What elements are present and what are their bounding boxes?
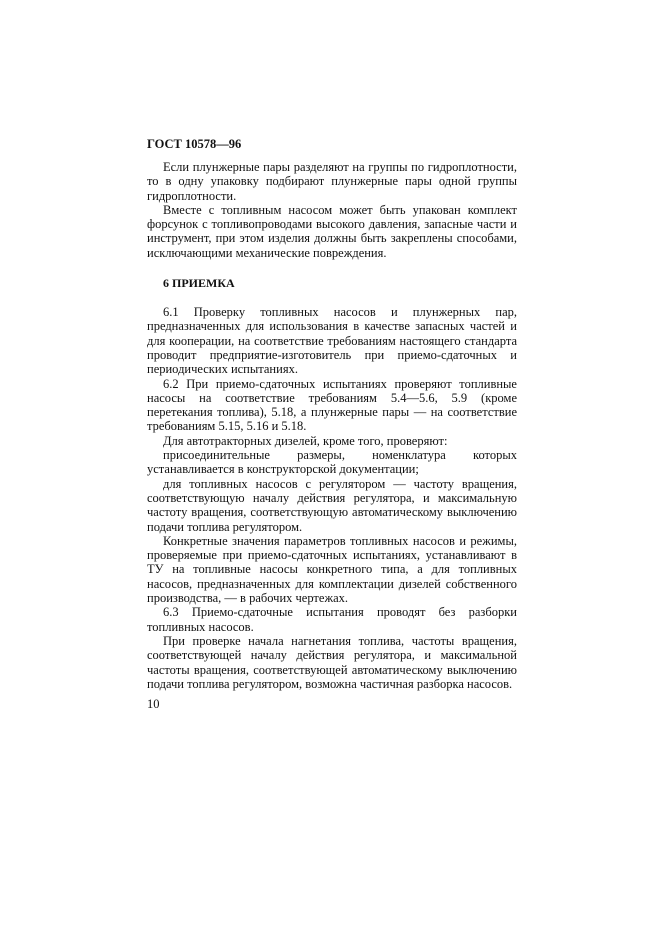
- paragraph-packaging: Вместе с топливным насосом может быть упакован комплект форсунок с топливопроводами высокого давления, запасные части и инструмент, при этом изделия должны быть закреплены способами, исключающими механические повреждения.: [147, 202, 517, 260]
- paragraph-6-1: 6.1 Проверку топливных насосов и плунжерных пар, предназначенных для использования в качестве запасных частей и для кооперации, на соответствие требованиям настоящего стандарта проводит предприятие-изготовитель при приемо-сдаточных и периодических испытаниях.: [147, 305, 517, 377]
- section-title-acceptance: 6 ПРИЕМКА: [163, 276, 235, 291]
- document-page: [147, 136, 517, 712]
- page-number: 10: [147, 697, 160, 712]
- paragraph-specific-parameters: Конкретные значения параметров топливных насосов и режимы, проверяемые при приемо-сдаточных испытаниях, устанавливают в ТУ на топливные насосы конкретного типа, а для топливных насосов, предназначенных для комплектации дизелей собственного производства, — в рабочих чертежах.: [147, 533, 517, 606]
- paragraph-connection-dimensions: присоединительные размеры, номенклатура которых устанавливается в конструкторской документации;: [147, 448, 517, 477]
- paragraph-hydro-groups: Если плунжерные пары разделяют на группы по гидроплотности, то в одну упаковку подбирают плунжерные пары одной группы гидроплотности.: [147, 160, 517, 203]
- paragraph-6-3: 6.3 Приемо-сдаточные испытания проводят без разборки топливных насосов.: [147, 605, 517, 634]
- paragraph-6-2: 6.2 При приемо-сдаточных испытаниях проверяют топливные насосы на соответствие требованиям 5.4—5.6, 5.9 (кроме перетекания топлива), 5.18, а плунжерные пары — на соответствие требованиям 5.15, 5.16 и 5.18.: [147, 376, 517, 434]
- paragraph-regulator-speeds: для топливных насосов с регулятором — частоту вращения, соответствующую началу действия регулятора, и максимальную частоту вращения, соответствующую автоматическому выключению подачи топлива регулятором.: [147, 476, 517, 534]
- document-code-header: ГОСТ 10578—96: [147, 137, 242, 151]
- paragraph-autotractor-diesels: Для автотракторных дизелей, кроме того, проверяют:: [163, 433, 448, 448]
- paragraph-partial-disassembly: При проверке начала нагнетания топлива, частоты вращения, соответствующей началу действия регулятора, и максимальной частоты вращения, соответствующей автоматическому выключению подачи топлива регулятором, возможна частичная разборка насосов.: [147, 633, 517, 691]
